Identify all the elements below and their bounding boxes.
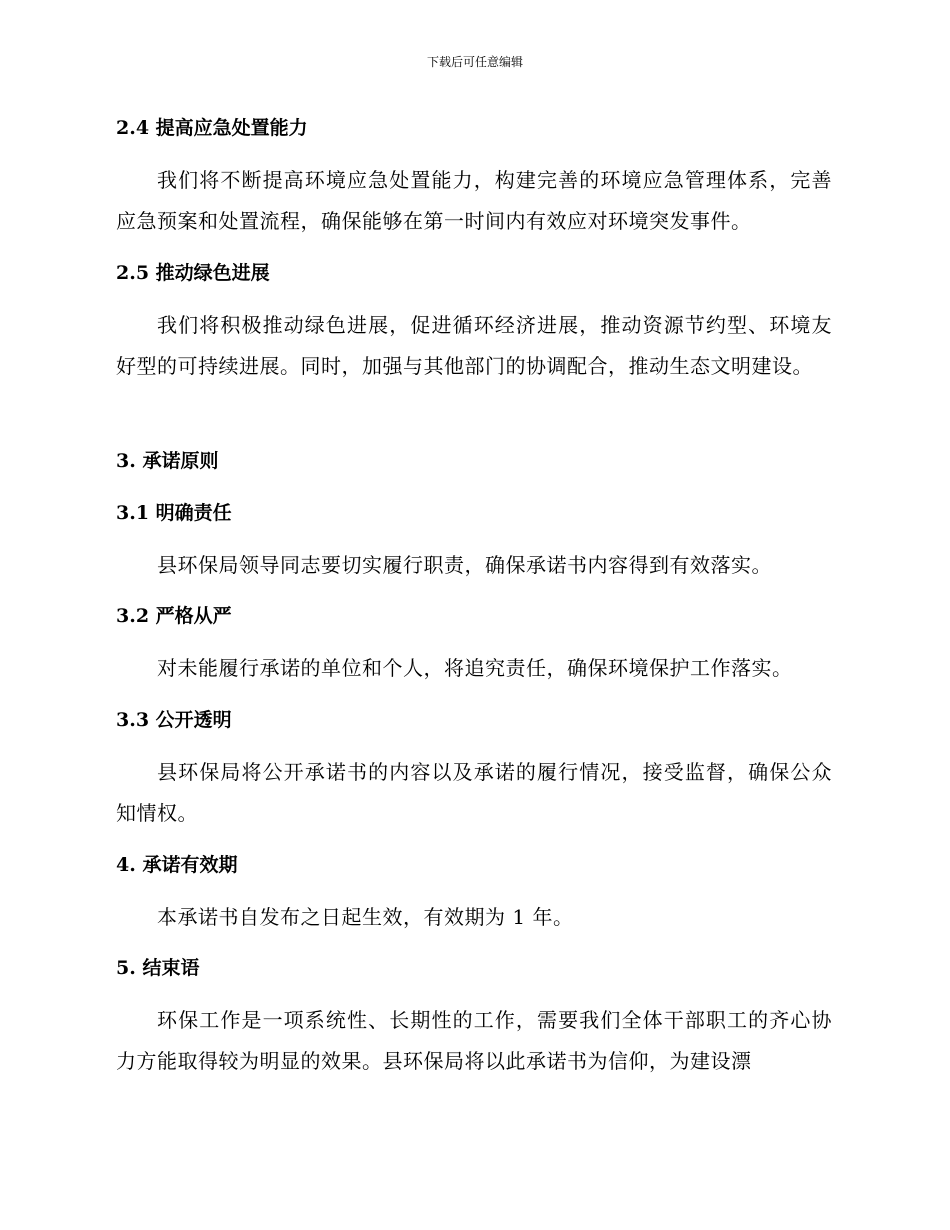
section-heading-3: 3. 承诺原则: [116, 450, 219, 472]
section-heading-2-4: 2.4 提高应急处置能力: [116, 117, 308, 139]
section-heading-2-5: 2.5 推动绿色进展: [116, 262, 270, 284]
section-body-3-3: 县环保局将公开承诺书的内容以及承诺的履行情况，接受监督，确保公众知情权。: [116, 760, 832, 825]
section-body-2-5: 我们将积极推动绿色进展，促进循环经济进展，推动资源节约型、环境友好型的可持续进展。同时，加强与其他部门的协调配合，推动生态文明建设。: [116, 313, 832, 378]
section-heading-4: 4. 承诺有效期: [116, 854, 238, 876]
section-heading-3-3: 3.3 公开透明: [116, 709, 232, 731]
section-heading-5: 5. 结束语: [116, 957, 200, 979]
section-body-4: 本承诺书自发布之日起生效，有效期为 1 年。: [157, 905, 574, 929]
section-body-3-1: 县环保局领导同志要切实履行职责，确保承诺书内容得到有效落实。: [157, 553, 772, 577]
section-body-5: 环保工作是一项系统性、长期性的工作，需要我们全体干部职工的齐心协力方能取得较为明显的效果。县环保局将以此承诺书为信仰，为建设漂: [116, 1008, 832, 1073]
section-heading-3-2: 3.2 严格从严: [116, 605, 232, 627]
section-body-3-2: 对未能履行承诺的单位和个人，将追究责任，确保环境保护工作落实。: [157, 656, 793, 680]
section-body-2-4: 我们将不断提高环境应急处置能力，构建完善的环境应急管理体系，完善应急预案和处置流程，确保能够在第一时间内有效应对环境突发事件。: [116, 168, 832, 233]
page-header: 下载后可任意编辑: [426, 55, 523, 69]
section-heading-3-1: 3.1 明确责任: [116, 502, 232, 524]
